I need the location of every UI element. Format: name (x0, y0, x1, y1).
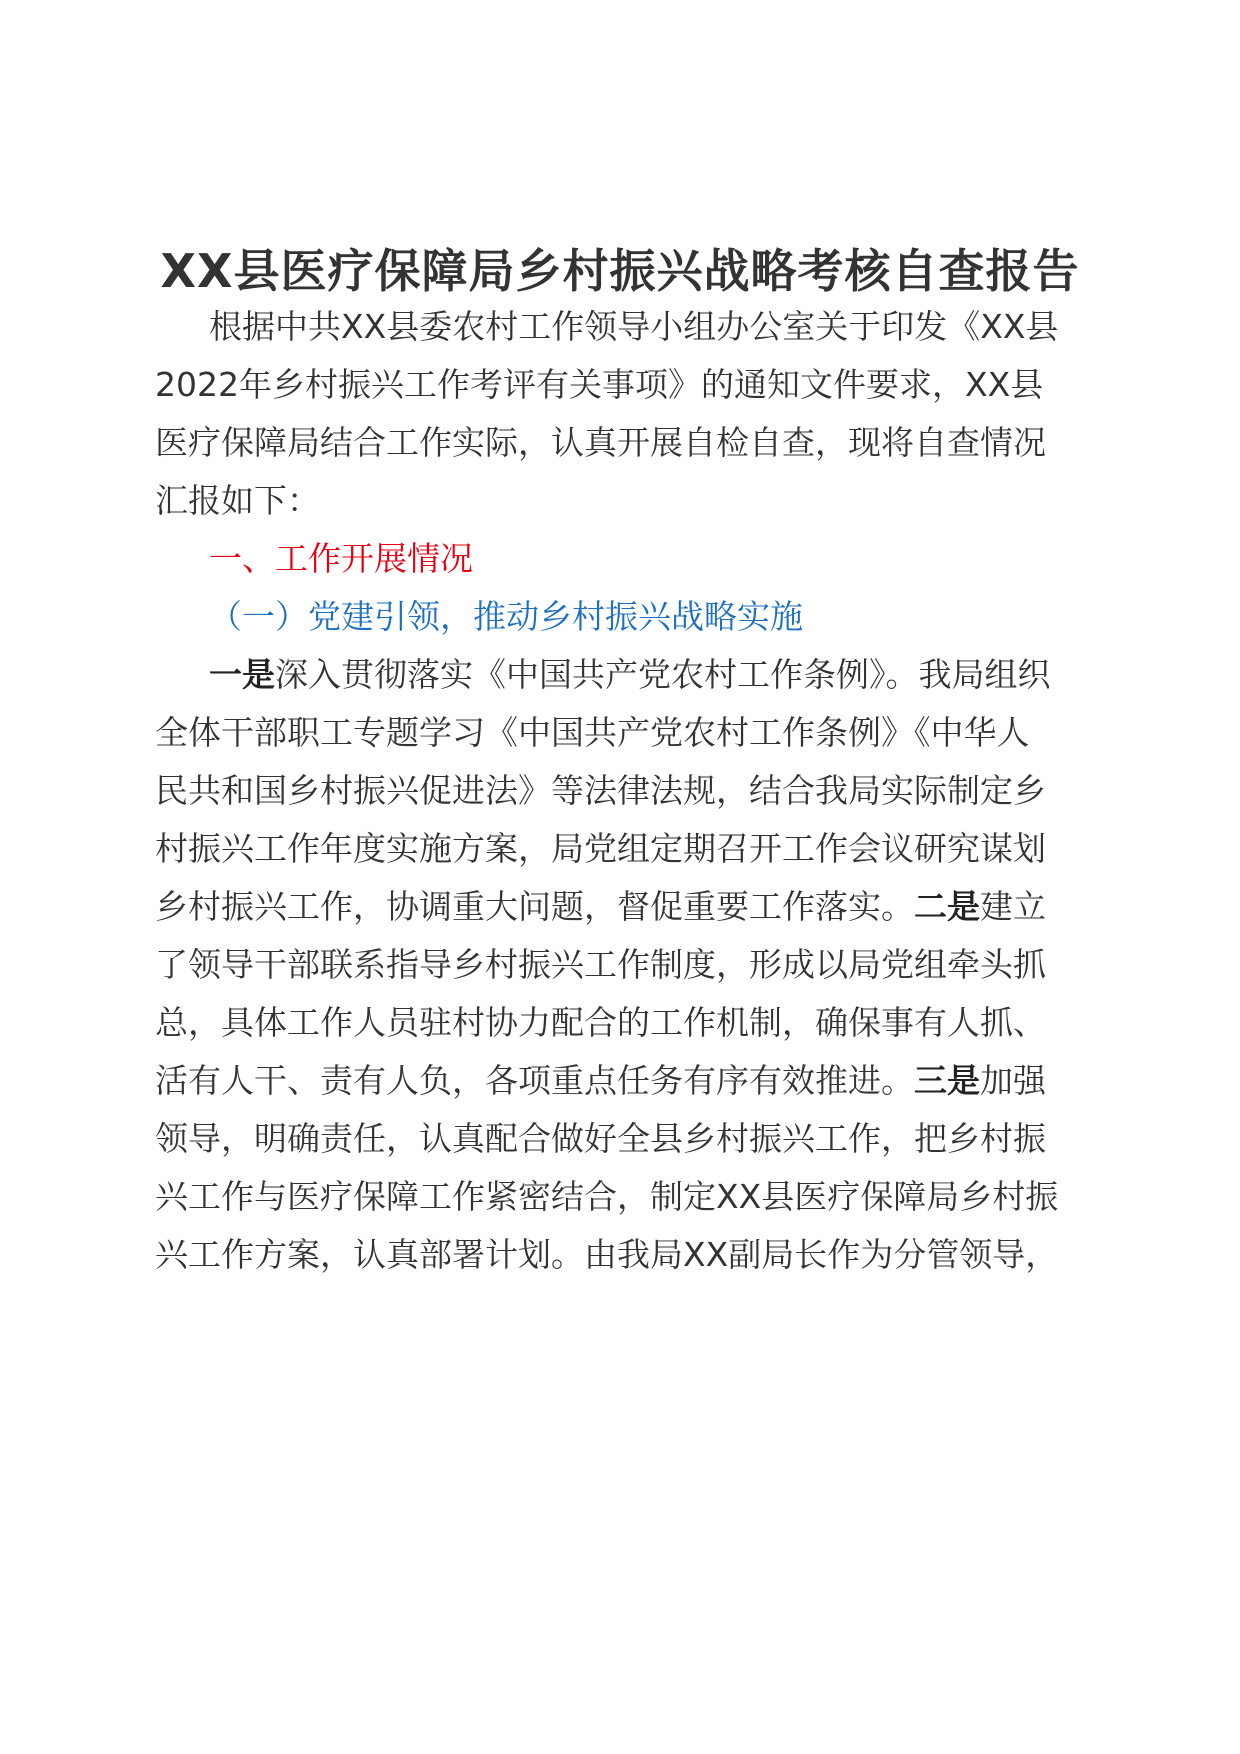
body-line-9: 领导，明确责任，认真配合做好全县乡村振兴工作，把乡村振 (155, 1119, 1046, 1158)
body-line-1 (209, 643, 1149, 707)
section-heading-1: 一、工作开展情况 (209, 539, 473, 578)
emphasis-third: 三是 (914, 1061, 980, 1100)
body-line-5-tail: 建立 (980, 887, 1046, 926)
intro-line-2: 2022年乡村振兴工作考评有关事项》的通知文件要求，XX县 (155, 365, 1044, 404)
body-line-4: 村振兴工作年度实施方案，局党组定期召开工作会议研究谋划 (155, 829, 1046, 868)
body-line-6: 了领导干部联系指导乡村振兴工作制度，形成以局党组牵头抓 (155, 945, 1046, 984)
emphasis-second: 二是 (914, 887, 980, 926)
intro-line-3: 医疗保障局结合工作实际，认真开展自检自查，现将自查情况 (155, 423, 1046, 462)
body-line-5 (155, 875, 1095, 939)
intro-line-4: 汇报如下： (155, 481, 320, 520)
body-line-10: 兴工作与医疗保障工作紧密结合，制定XX县医疗保障局乡村振 (155, 1177, 1059, 1216)
intro-line-1: 根据中共XX县委农村工作领导小组办公室关于印发《XX县 (209, 307, 1059, 346)
body-line-7: 总，具体工作人员驻村协力配合的工作机制，确保事有人抓、 (155, 1003, 1046, 1042)
body-line-5-text: 乡村振兴工作，协调重大问题，督促重要工作落实。 (155, 887, 914, 926)
body-line-11: 兴工作方案，认真部署计划。由我局XX副局长作为分管领导， (155, 1235, 1059, 1274)
body-line-2: 全体干部职工专题学习《中国共产党农村工作条例》《中华人 (155, 713, 1030, 752)
emphasis-first: 一是 (209, 655, 275, 694)
body-line-3: 民共和国乡村振兴促进法》等法律法规，结合我局实际制定乡 (155, 771, 1046, 810)
subsection-heading-1: （一）党建引领，推动乡村振兴战略实施 (209, 597, 803, 636)
document-title: XX县医疗保障局乡村振兴战略考核自查报告 (160, 244, 1080, 298)
body-line-1-text: 深入贯彻落实《中国共产党农村工作条例》。我局组织 (275, 655, 1051, 694)
body-line-8 (155, 1049, 1095, 1113)
body-line-8-text: 活有人干、责有人负，各项重点任务有序有效推进。 (155, 1061, 914, 1100)
body-line-8-tail: 加强 (980, 1061, 1046, 1100)
